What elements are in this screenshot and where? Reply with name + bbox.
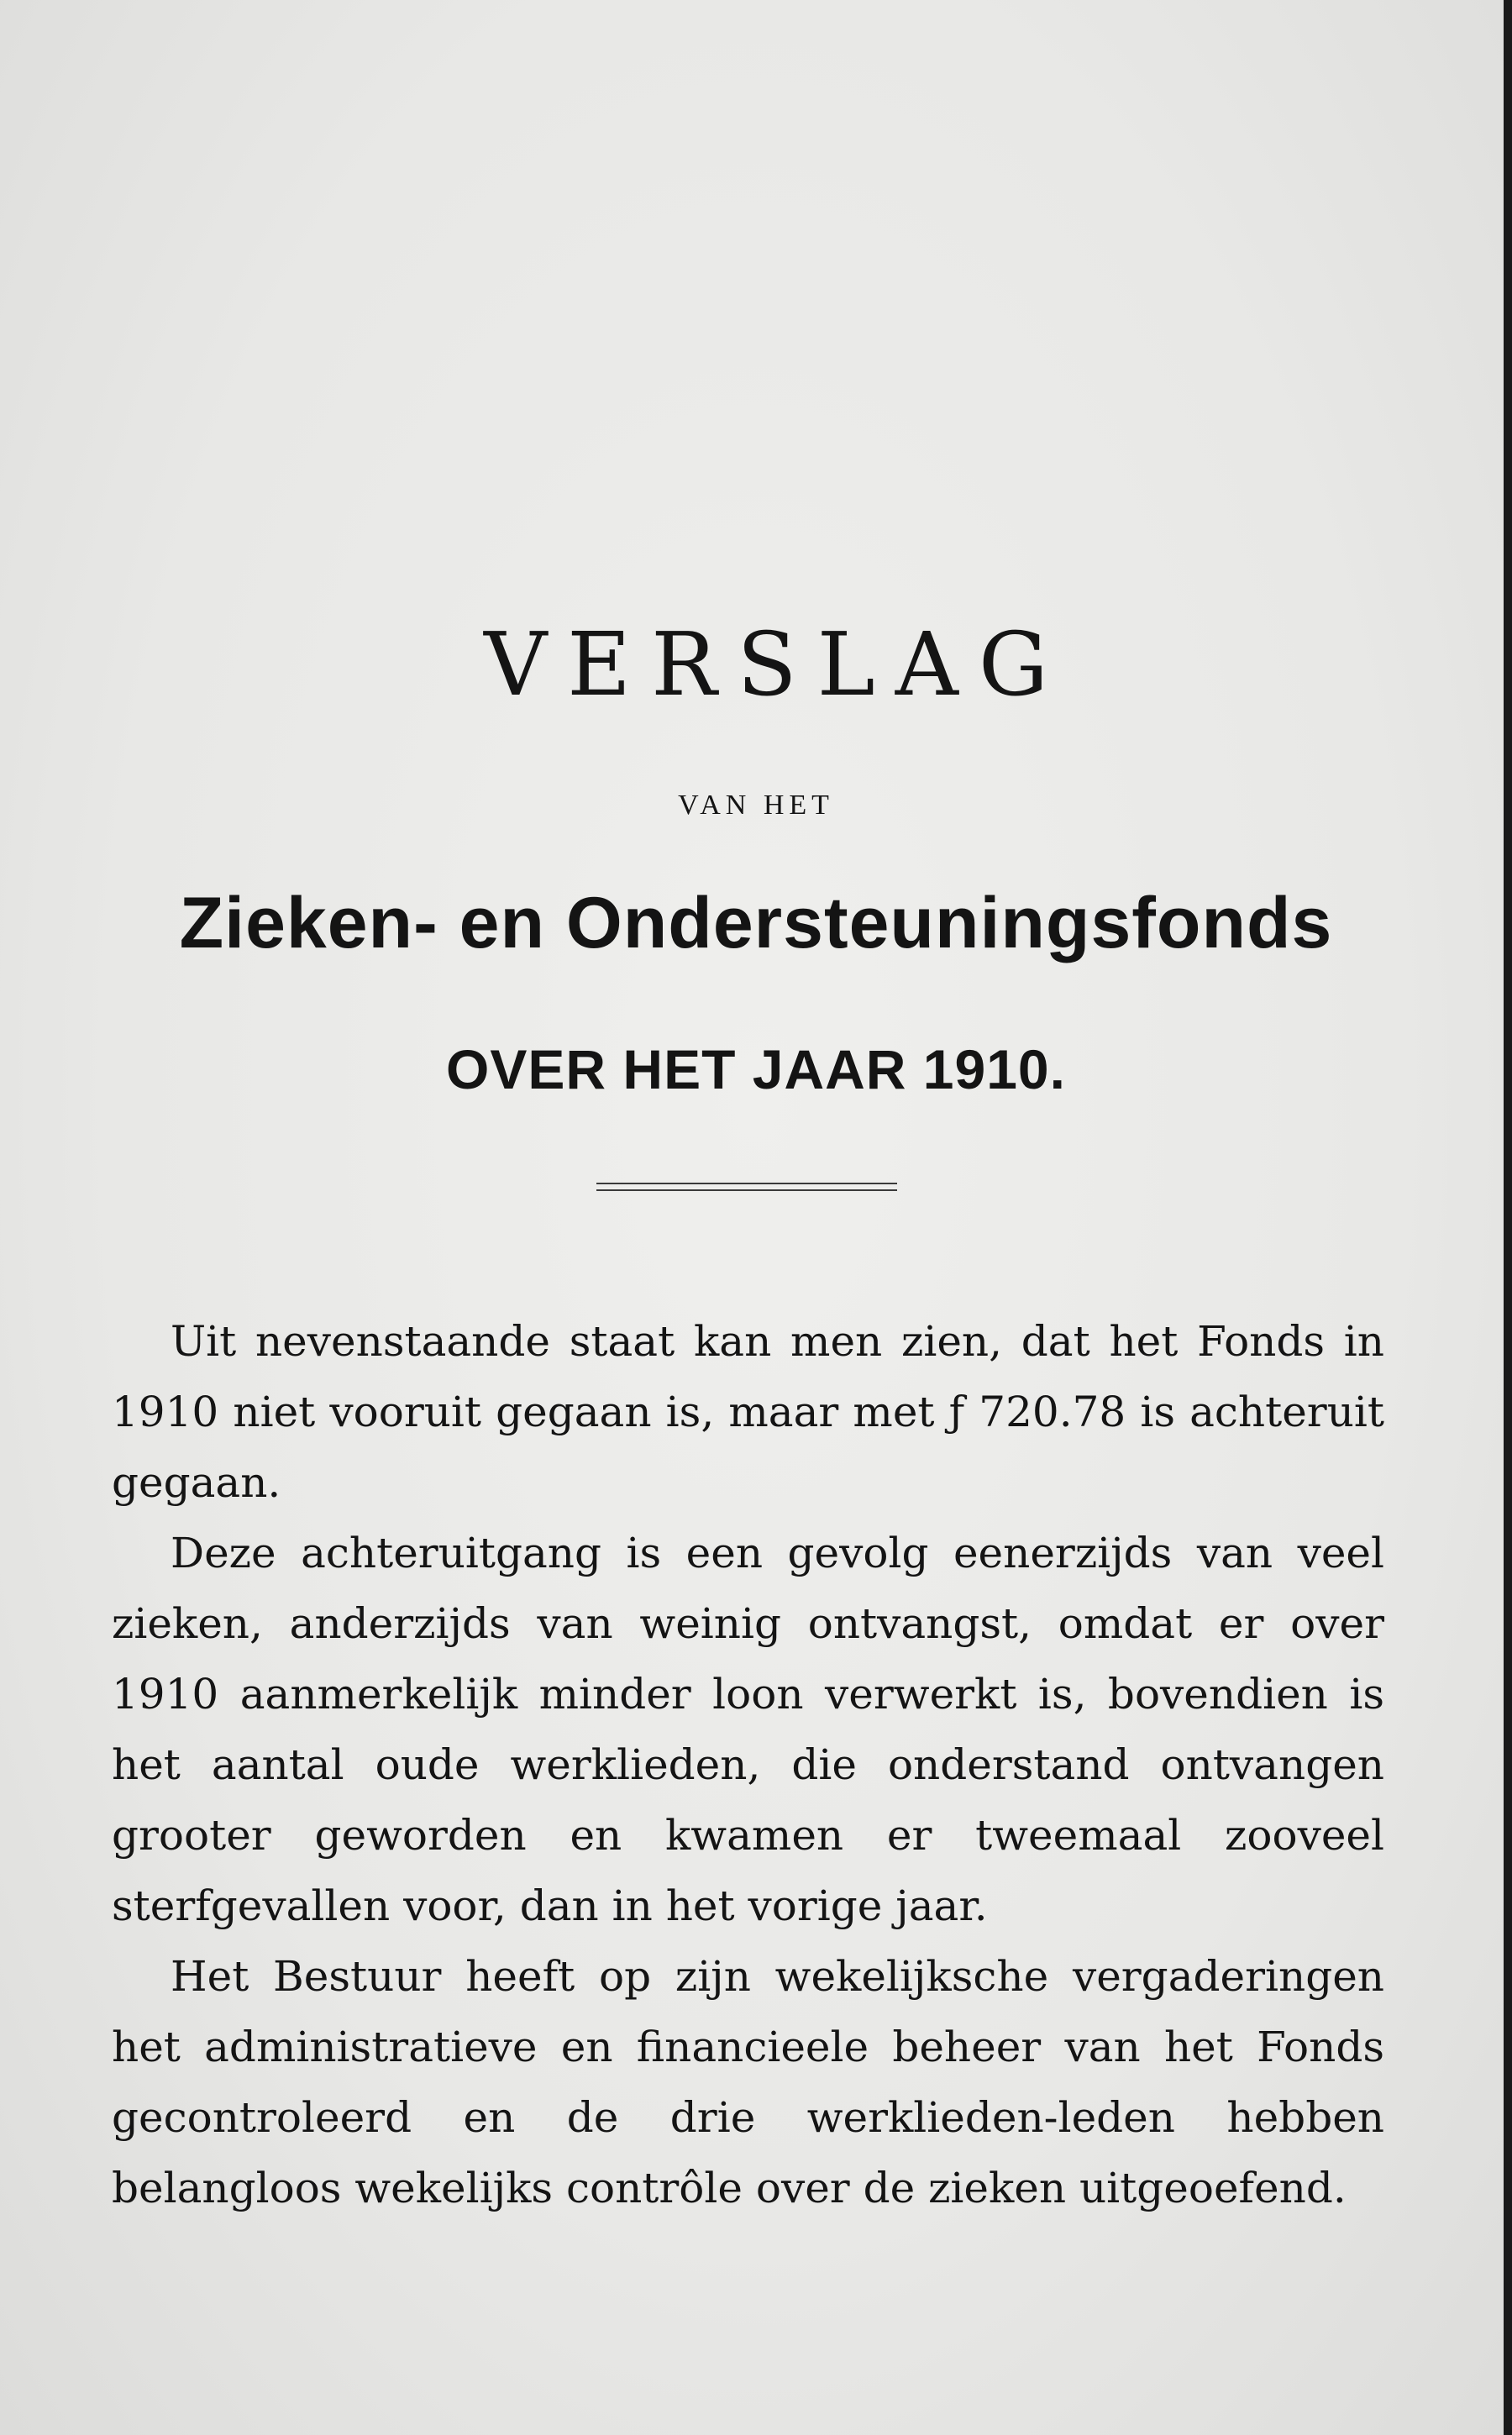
document-title: VERSLAG xyxy=(484,613,1068,716)
divider-rule-top xyxy=(596,1183,897,1184)
report-body xyxy=(112,1306,1384,2223)
paragraph-2: Deze achteruitgang is een gevolg eenerzijds van veel zieken, anderzijds van weinig ontvangst, omdat er over 1910 aanmerkelijk minder loon verwerkt is, bovendien is het aantal oude werklieden, die onderstand ontvangen grooter geworden en kwamen er tweemaal zooveel sterfgevallen voor, dan in het vorige jaar. xyxy=(112,1529,1384,1930)
year-heading: OVER HET JAAR 1910. xyxy=(446,1038,1066,1100)
scan-edge xyxy=(1504,0,1512,2435)
paragraph-1: Uit nevenstaande staat kan men zien, dat het Fonds in 1910 niet vooruit gegaan is, maar met ƒ 720.78 is achteruit gegaan. xyxy=(112,1317,1384,1507)
fund-name-heading: Zieken- en Ondersteuningsfonds xyxy=(179,883,1333,963)
document-subtitle: VAN HET xyxy=(678,790,834,821)
paragraph-3: Het Bestuur heeft op zijn wekelijksche vergaderingen het administratieve en financieele beheer van het Fonds gecontroleerd en de drie werklieden-leden hebben belangloos wekelijks contrôle over de zieken uitgeoefend. xyxy=(112,1952,1384,2212)
divider-rule-bottom xyxy=(596,1189,897,1191)
